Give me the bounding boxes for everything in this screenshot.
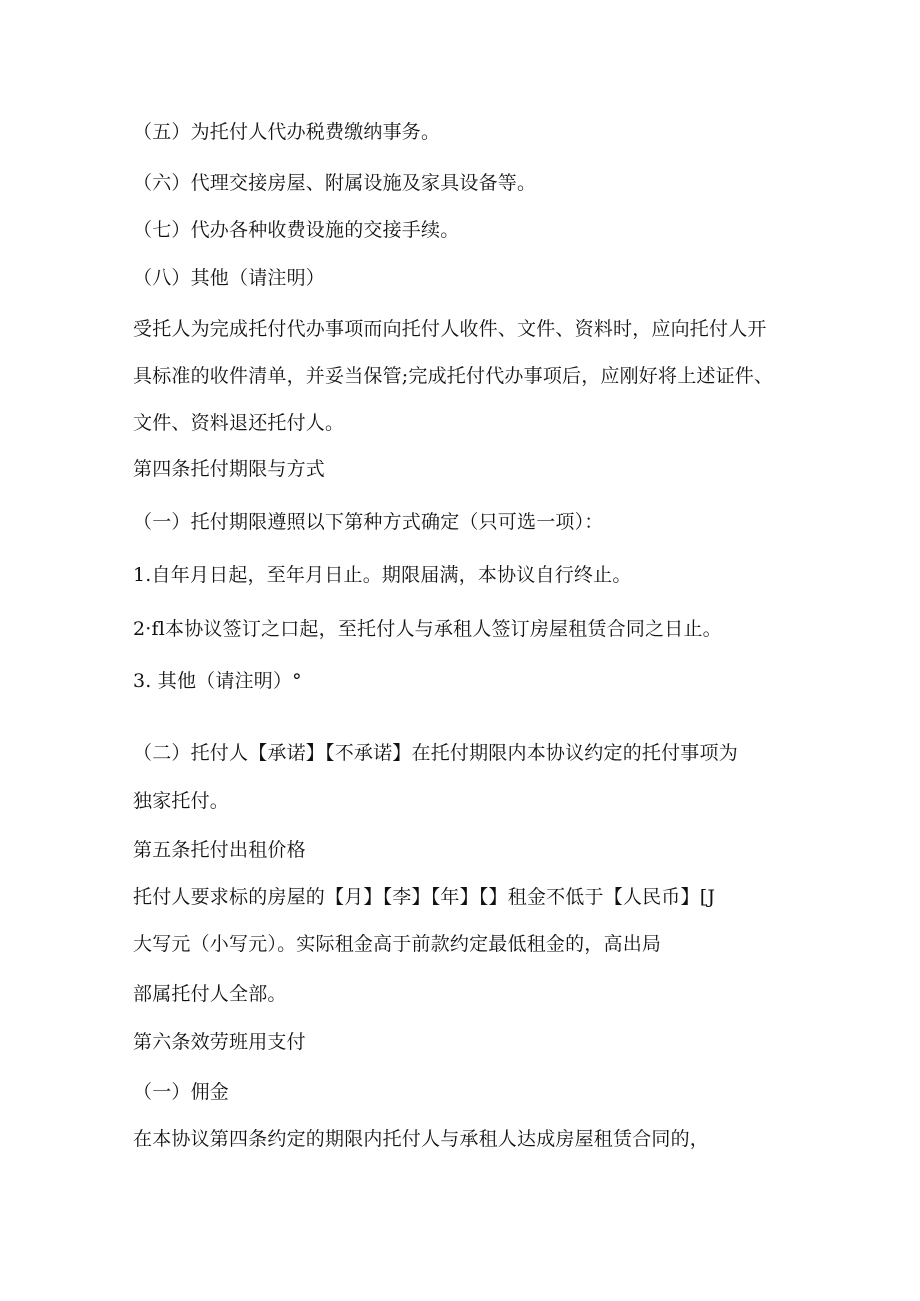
clause-line: （一）托付期限遵照以下第种方式确定（只可选一项）： (133, 511, 604, 533)
option-line: 1.自年月日起，至年月日止。期限届满，本协议自行终止。 (133, 564, 632, 586)
clause-line: （五）为托付人代办税费缴纳事务。 (133, 121, 441, 143)
paragraph-line: 受托人为完成托付代办事项而向托付人收件、文件、资料时，应向托付人开 (133, 318, 767, 340)
section-heading: 第六条效劳班用支付 (133, 1031, 306, 1053)
clause-line: 独家托付。 (133, 790, 230, 812)
paragraph-line: 托付人要求标的房屋的【月】【李】【年】【】租金不低于【人民币】[J (133, 886, 716, 908)
paragraph-line: 在本协议第四条约定的期限内托付人与承租人达成房屋租赁合同的， (133, 1128, 710, 1150)
clause-line: （一）佣金 (133, 1081, 230, 1103)
paragraph-line: 部属托付人全部。 (133, 983, 287, 1005)
section-heading: 第四条托付期限与方式 (133, 458, 326, 480)
paragraph-line: 大写元（小写元）。实际租金高于前款约定最低租金的，高出局 (133, 933, 662, 955)
section-heading: 第五条托付出租价格 (133, 839, 306, 861)
option-line: 3. 其他（请注明）° (133, 670, 302, 692)
clause-line: （二）托付人【承诺】【不承诺】在托付期限内本协议约定的托付事项为 (133, 742, 738, 764)
clause-line: （七）代办各种收费设施的交接手续。 (133, 219, 460, 241)
option-line: 2·fl本协议签订之口起，至托付人与承租人签订房屋租赁合同之日止。 (133, 618, 722, 640)
clause-line: （八）其他（请注明） (133, 267, 326, 289)
clause-line: （六）代理交接房屋、附属设施及家具设备等。 (133, 172, 537, 194)
paragraph-line: 文件、资料退还托付人。 (133, 412, 345, 434)
paragraph-line: 具标准的收件清单，并妥当保管;完成托付代办事项后，应刚好将上述证件、 (133, 365, 774, 387)
